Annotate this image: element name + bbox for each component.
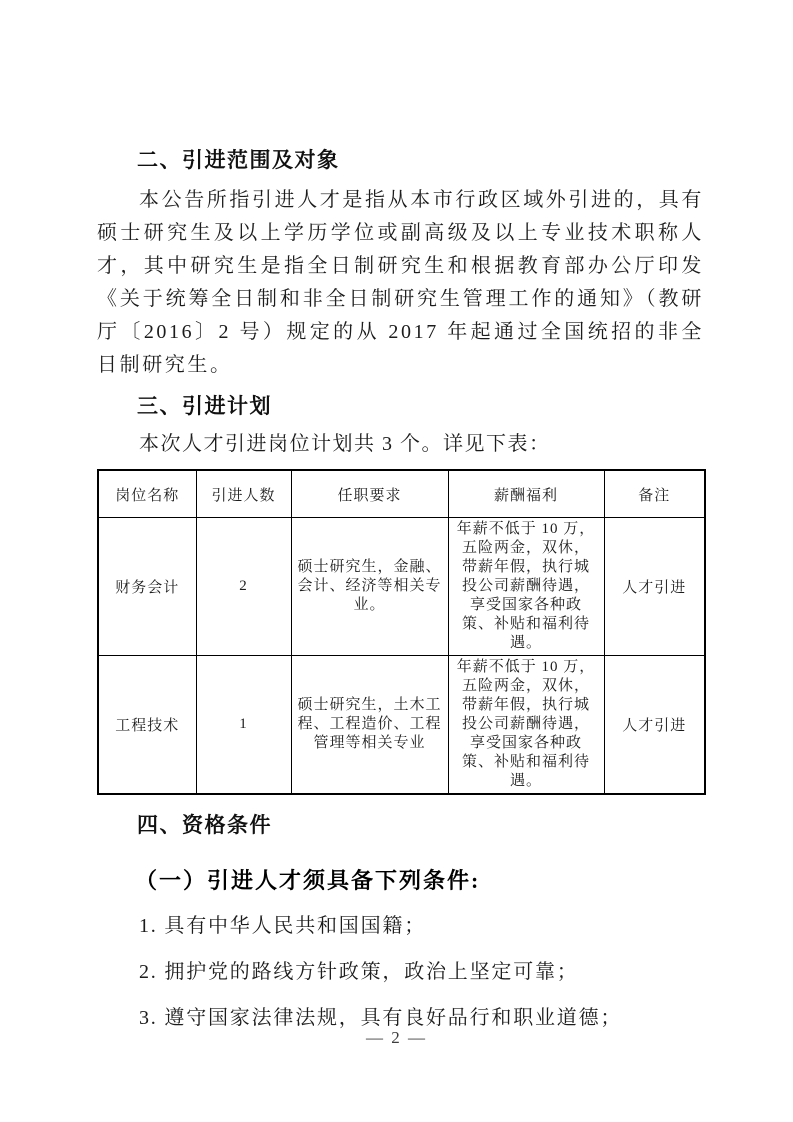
page-number: — 2 — [366, 1028, 427, 1047]
table-row [98, 518, 705, 656]
table-row [98, 656, 705, 795]
qualification-item-1: 1. 具有中华人民共和国国籍； [139, 915, 426, 937]
cell-salary: 年薪不低于 10 万，五险两金，双休，带薪年假，执行城投公司薪酬待遇，享受国家各种政策、补贴和福利待遇。 [448, 656, 604, 795]
section3-heading: 三、引进计划 [137, 395, 272, 418]
cell-position: 财务会计 [98, 518, 196, 656]
table-header-row [98, 470, 705, 518]
cell-remark: 人才引进 [604, 518, 705, 656]
section4-subheading: （一）引进人才须具备下列条件: [135, 868, 481, 893]
section2-heading: 二、引进范围及对象 [137, 149, 340, 172]
cell-count: 1 [196, 656, 291, 795]
section4-heading: 四、资格条件 [137, 814, 272, 837]
cell-salary: 年薪不低于 10 万，五险两金，双休，带薪年假，执行城投公司薪酬待遇，享受国家各种政策、补贴和福利待遇。 [448, 518, 604, 656]
cell-position: 工程技术 [98, 656, 196, 795]
page-content [97, 0, 704, 1034]
section2-paragraph: 本公告所指引进人才是指从本市行政区域外引进的，具有硕士研究生及以上学历学位或副高级及以上专业技术职称人才，其中研究生是指全日制研究生和根据教育部办公厅印发《关于统筹全日制和非全日制研究生管理工作的通知》（教研厅〔2016〕2 号）规定的从 2017 年起通过全国统招的非全日制研究生。 [97, 189, 704, 376]
cell-requirements: 硕士研究生，金融、会计、经济等相关专业。 [291, 518, 448, 656]
header-requirements: 任职要求 [291, 470, 448, 518]
section3-intro: 本次人才引进岗位计划共 3 个。详见下表： [139, 433, 551, 455]
header-count: 引进人数 [196, 470, 291, 518]
cell-requirements: 硕士研究生，土木工程、工程造价、工程管理等相关专业 [291, 656, 448, 795]
qualification-item-3: 3. 遵守国家法律法规，具有良好品行和职业道德； [139, 1007, 623, 1029]
header-position: 岗位名称 [98, 470, 196, 518]
header-salary: 薪酬福利 [448, 470, 604, 518]
recruitment-plan-table [97, 469, 706, 795]
header-remark: 备注 [604, 470, 705, 518]
cell-remark: 人才引进 [604, 656, 705, 795]
qualification-item-2: 2. 拥护党的路线方针政策，政治上坚定可靠； [139, 961, 579, 983]
cell-count: 2 [196, 518, 291, 656]
